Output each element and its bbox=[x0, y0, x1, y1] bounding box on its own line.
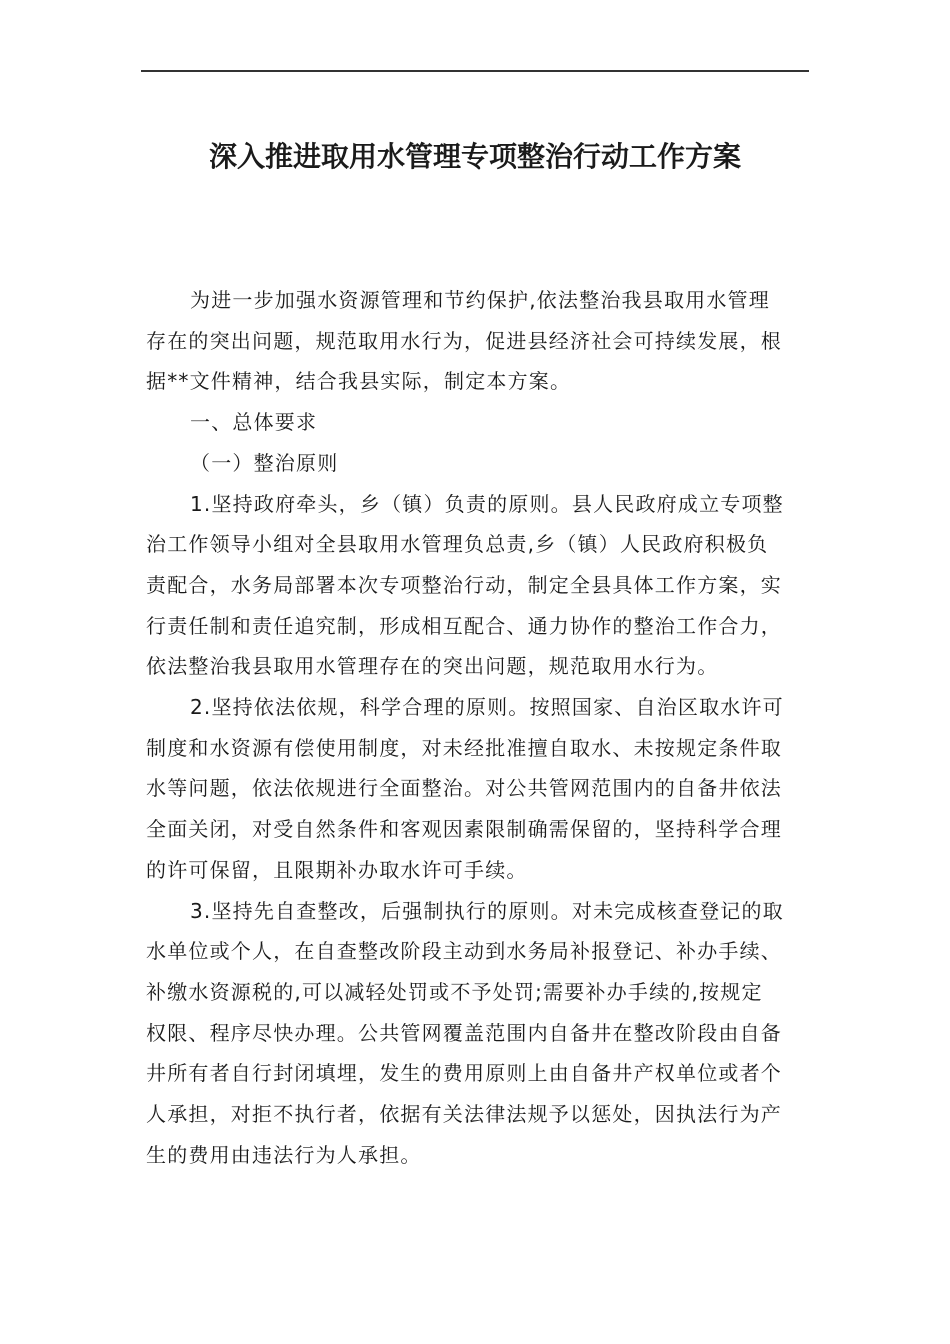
paragraph-intro bbox=[146, 280, 812, 402]
paragraph-principle-1 bbox=[146, 484, 812, 688]
text-line: 2.坚持依法依规，科学合理的原则。按照国家、自治区取水许可 bbox=[190, 695, 784, 720]
text-line: 为进一步加强水资源管理和节约保护,依法整治我县取用水管理 bbox=[190, 288, 770, 312]
document-title: 深入推进取用水管理专项整治行动工作方案 bbox=[208, 140, 741, 173]
text-line: 的许可保留，且限期补办取水许可手续。 bbox=[146, 857, 528, 882]
section-heading bbox=[146, 402, 812, 443]
text-line: 一、总体要求 bbox=[190, 410, 318, 435]
text-line: 3.坚持先自查整改，后强制执行的原则。对未完成核查登记的取 bbox=[190, 898, 784, 923]
text-line: 制度和水资源有偿使用制度，对未经批准擅自取水、未按规定条件取 bbox=[146, 735, 782, 760]
text-line: 依法整治我县取用水管理存在的突出问题，规范取用水行为。 bbox=[146, 654, 719, 679]
text-line: （一）整治原则 bbox=[190, 450, 339, 475]
text-line: 补缴水资源税的,可以减轻处罚或不予处罚;需要补办手续的,按规定 bbox=[146, 979, 763, 1004]
text-line: 水单位或个人，在自查整改阶段主动到水务局补报登记、补办手续、 bbox=[146, 939, 782, 964]
document-body bbox=[146, 280, 812, 1175]
text-line: 1.坚持政府牵头，乡（镇）负责的原则。县人民政府成立专项整 bbox=[190, 491, 784, 516]
text-line: 权限、程序尽快办理。公共管网覆盖范围内自备井在整改阶段由自备 bbox=[146, 1020, 782, 1045]
top-rule bbox=[141, 70, 809, 72]
text-line: 水等问题，依法依规进行全面整治。对公共管网范围内的自备井依法 bbox=[146, 776, 782, 801]
text-line: 生的费用由违法行为人承担。 bbox=[146, 1142, 422, 1167]
text-line: 全面关闭，对受自然条件和客观因素限制确需保留的，坚持科学合理 bbox=[146, 817, 782, 842]
subsection-heading bbox=[146, 443, 812, 484]
text-line: 存在的突出问题，规范取用水行为，促进县经济社会可持续发展，根 bbox=[146, 328, 782, 353]
text-line: 治工作领导小组对全县取用水管理负总责,乡（镇）人民政府积极负 bbox=[146, 532, 769, 557]
text-line: 人承担，对拒不执行者，依据有关法律法规予以惩处，因执法行为产 bbox=[146, 1102, 782, 1127]
text-line: 责配合，水务局部署本次专项整治行动，制定全县具体工作方案，实 bbox=[146, 572, 782, 597]
text-line: 据**文件精神，结合我县实际，制定本方案。 bbox=[146, 369, 572, 394]
paragraph-principle-3 bbox=[146, 891, 812, 1176]
text-line: 行责任制和责任追究制，形成相互配合、通力协作的整治工作合力， bbox=[146, 613, 782, 638]
paragraph-principle-2 bbox=[146, 687, 812, 891]
text-line: 井所有者自行封闭填埋，发生的费用原则上由自备井产权单位或者个 bbox=[146, 1061, 782, 1086]
